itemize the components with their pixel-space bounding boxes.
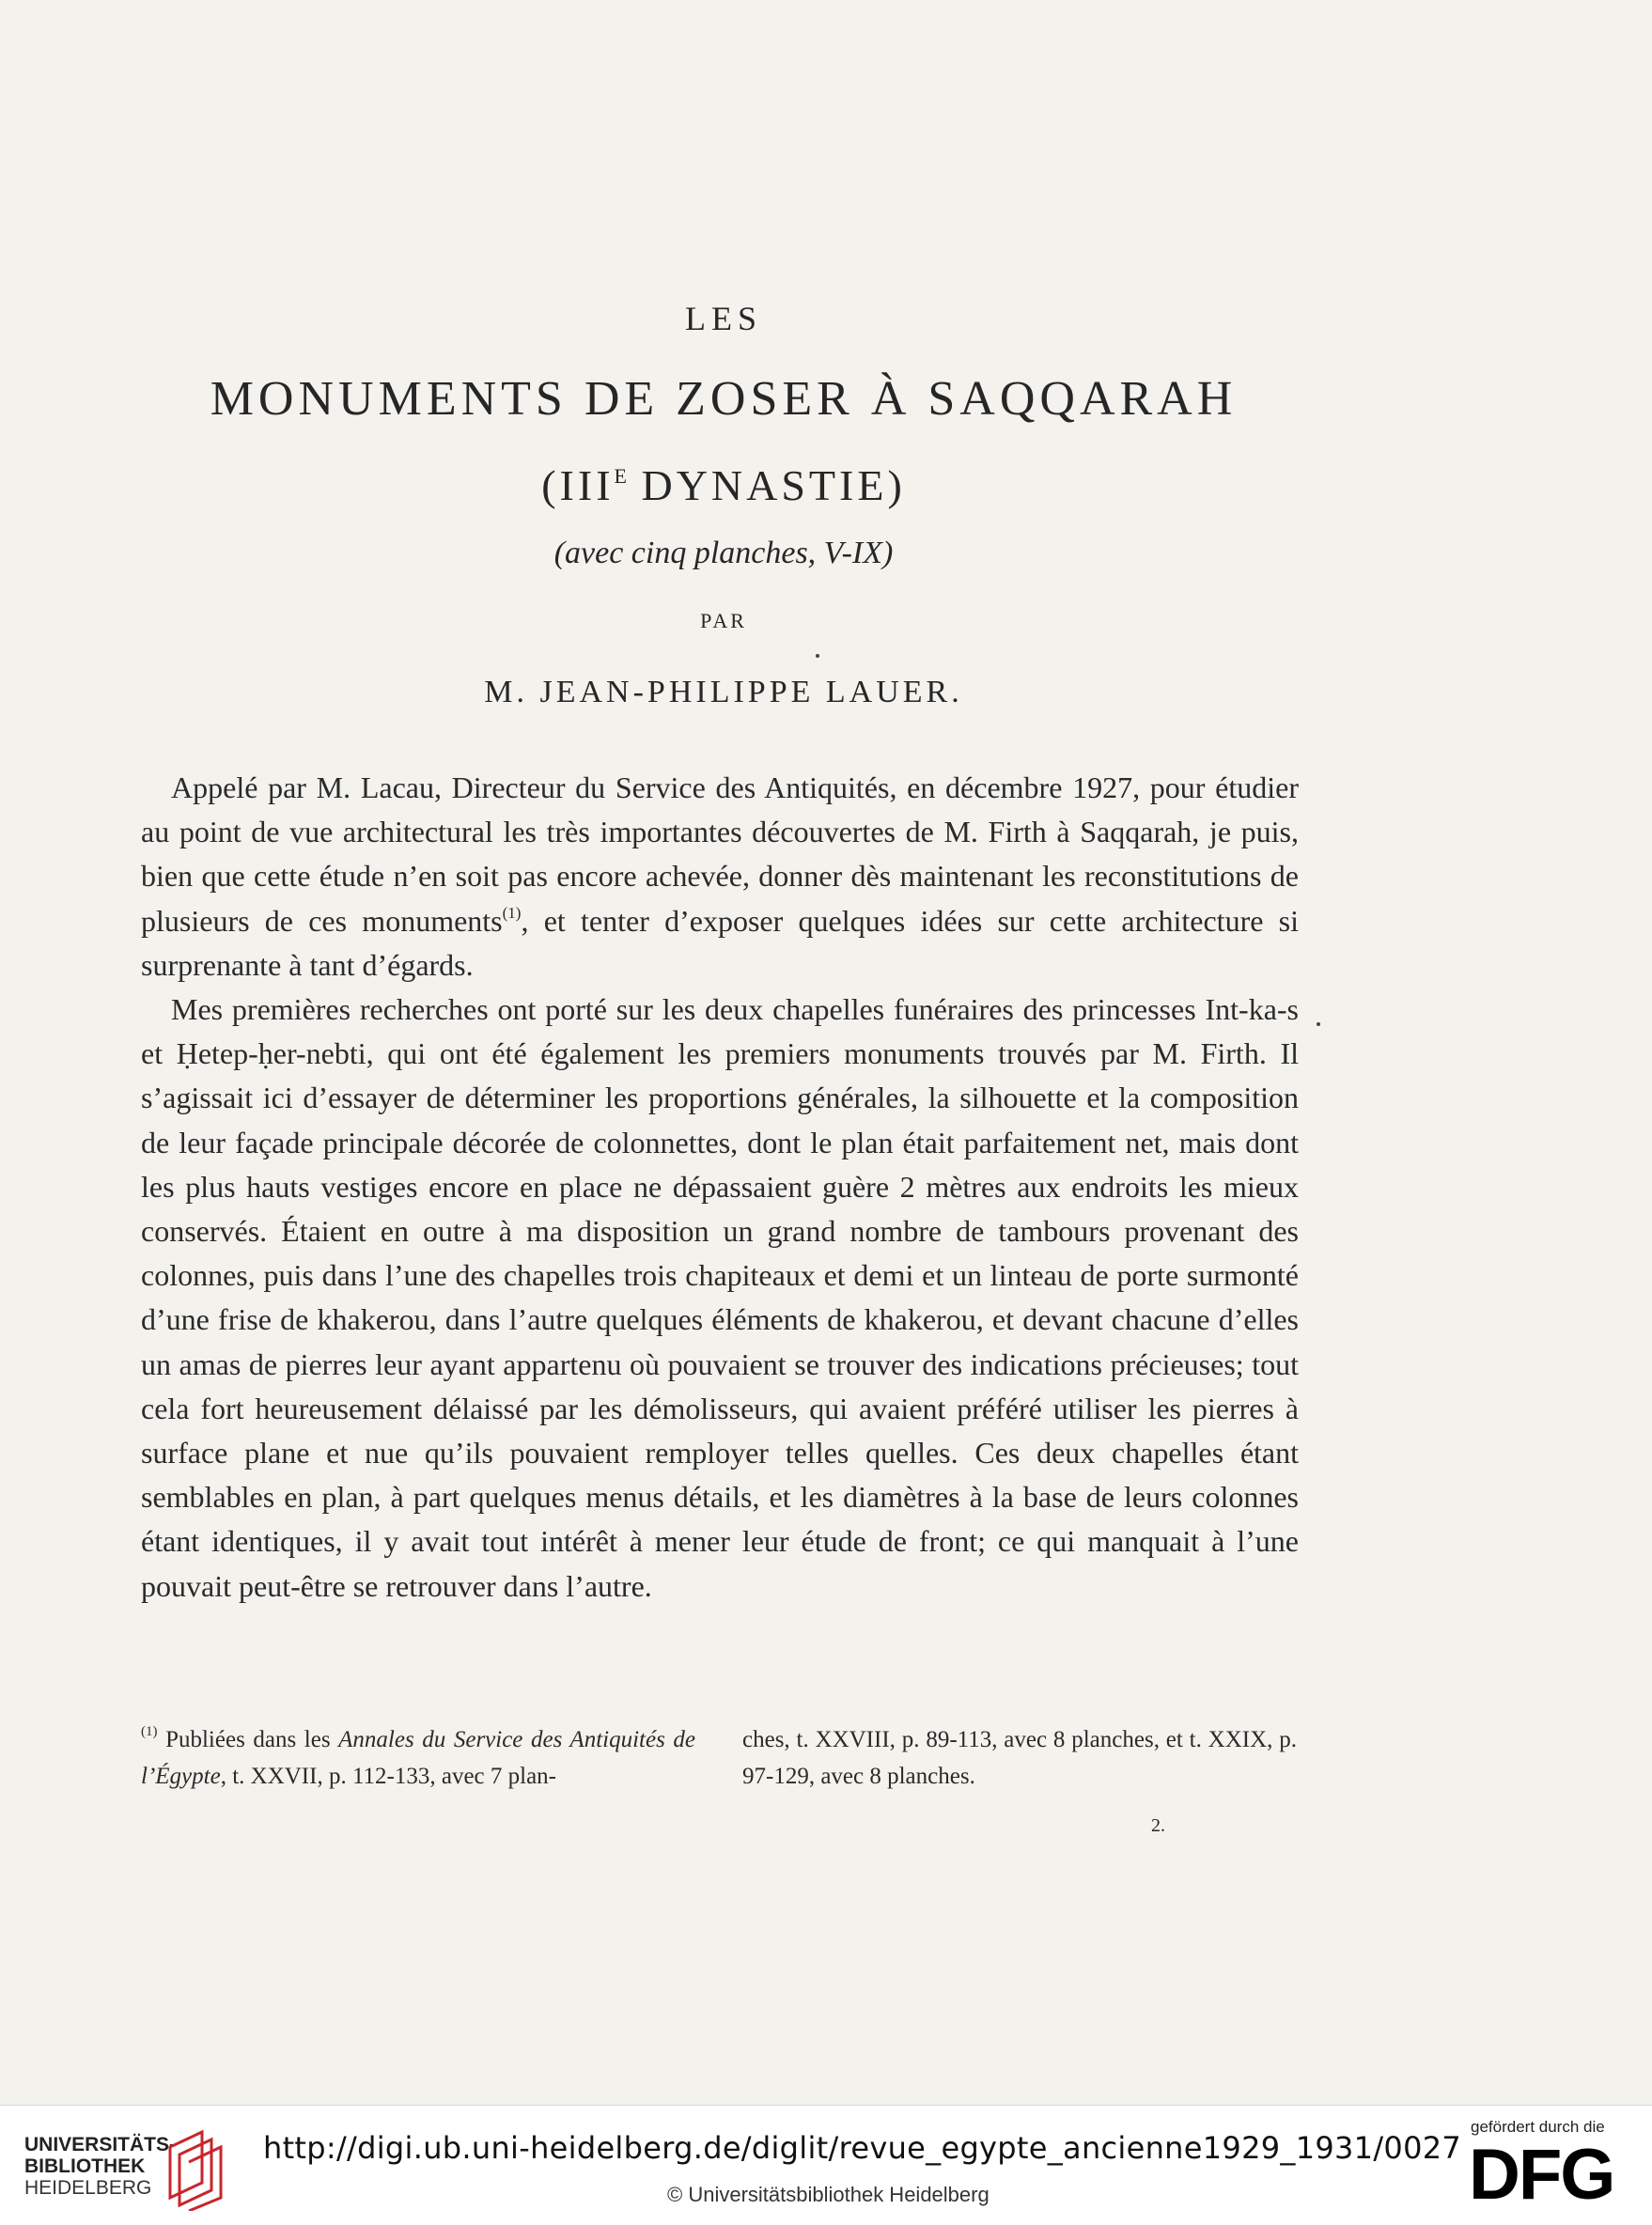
scan-speck xyxy=(1317,1022,1320,1026)
library-line-1: UNIVERSITÄTS- xyxy=(24,2134,177,2155)
footer-bar xyxy=(0,2105,1652,2225)
footnote-journal: Annales du Service des Antiquités de l’Égypte xyxy=(141,1727,695,1789)
paragraph-1-part-a: Appelé par M. Lacau, Directeur du Service des Antiquités, en décembre 1927, pour étudier au point de vue architectural les très importantes découvertes de M. Firth à Saqqarah, je puis, bien que cette étude n’en soit pas encore achevée, donner dès maintenant les reconstitutions de plusieurs de ces monuments xyxy=(141,770,1299,938)
footnote-left-column xyxy=(141,1721,695,1795)
par-label: PAR xyxy=(700,609,747,632)
subtitle: (avec cinq planches, V-IX) xyxy=(553,536,894,570)
page-number: 2. xyxy=(1151,1815,1165,1836)
dynasty-superscript: E xyxy=(614,464,627,488)
paragraph-1-part-b: , et tenter d’exposer quelques idées sur cette architecture si surprenante à tant d’égards. xyxy=(141,903,1300,982)
footnote-marker: (1) xyxy=(141,1724,158,1739)
dynasty-heading xyxy=(0,460,1447,510)
copyright-notice: © Universitätsbibliothek Heidelberg xyxy=(667,2183,990,2206)
library-logo-icon[interactable] xyxy=(164,2126,230,2211)
library-logo-text[interactable] xyxy=(24,2134,176,2199)
dynasty-suffix: DYNASTIE) xyxy=(626,461,906,509)
paragraph-2: Mes premières recherches ont porté sur les deux chapelles funéraires des princesses Int-ka-s et Ḥetep-ḥer-nebti, qui ont été également les premiers monuments trouvés par M. Firth. Il s’agissait ici d’essayer de déterminer les proportions générales, la silhouette et la composition de leur façade principale décorée de colonnettes, dont le plan était parfaitement net, mais dont les plus hauts vestiges encore en place ne dépassaient guère 2 mètres aux endroits les mieux conservés. Étaient en outre à ma disposition un grand nombre de tambours provenant des colonnes, puis dans l’une des chapelles trois chapiteaux et demi et un linteau de porte surmonté d’une frise de khakerou, dans l’autre quelques éléments de khakerou, et devant chacune d’elles un amas de pierres leur ayant appartenu où pouvaient se trouver des indications précieuses; tout cela fort heureusement délaissé par les démolisseurs, qui avaient préféré utiliser les pierres à surface plane et nue qu’ils pouvaient remployer telles quelles. Ces deux chapelles étant semblables en plan, à part quelques menus détails, et les diamètres à la base de leurs colonnes étant identiques, il y avait tout intérêt à mener leur étude de front; ce qui manquait à l’une pouvait peut-être se retrouver dans l’autre. xyxy=(141,992,1299,1603)
author-name: M. JEAN-PHILIPPE LAUER. xyxy=(484,675,963,709)
paragraph-1 xyxy=(141,766,1299,988)
dynasty-prefix: (III xyxy=(541,461,615,509)
page-title: MONUMENTS DE ZOSER À SAQQARAH xyxy=(210,372,1238,426)
funding-label: gefördert durch die xyxy=(1471,2118,1605,2136)
library-line-3: HEIDELBERG xyxy=(24,2177,152,2199)
footnote-text-a: Publiées dans les xyxy=(157,1727,339,1752)
library-line-2: BIBLIOTHEK xyxy=(24,2155,146,2177)
scan-speck xyxy=(816,654,819,658)
dfg-logo[interactable]: DFG xyxy=(1469,2135,1614,2215)
footnote-left-end: , t. XXVII, p. 112-133, avec 7 plan- xyxy=(220,1764,556,1789)
article-body xyxy=(141,766,1299,1609)
footnote-right-column: ches, t. XXVIII, p. 89-113, avec 8 planches, et t. XXIX, p. 97-129, avec 8 planches. xyxy=(742,1727,1297,1789)
title-les: LES xyxy=(684,300,762,337)
footnote-reference[interactable]: (1) xyxy=(502,903,522,922)
permalink-url[interactable]: http://digi.ub.uni-heidelberg.de/diglit/revue_egypte_ancienne1929_1931/0027 xyxy=(263,2130,1462,2166)
